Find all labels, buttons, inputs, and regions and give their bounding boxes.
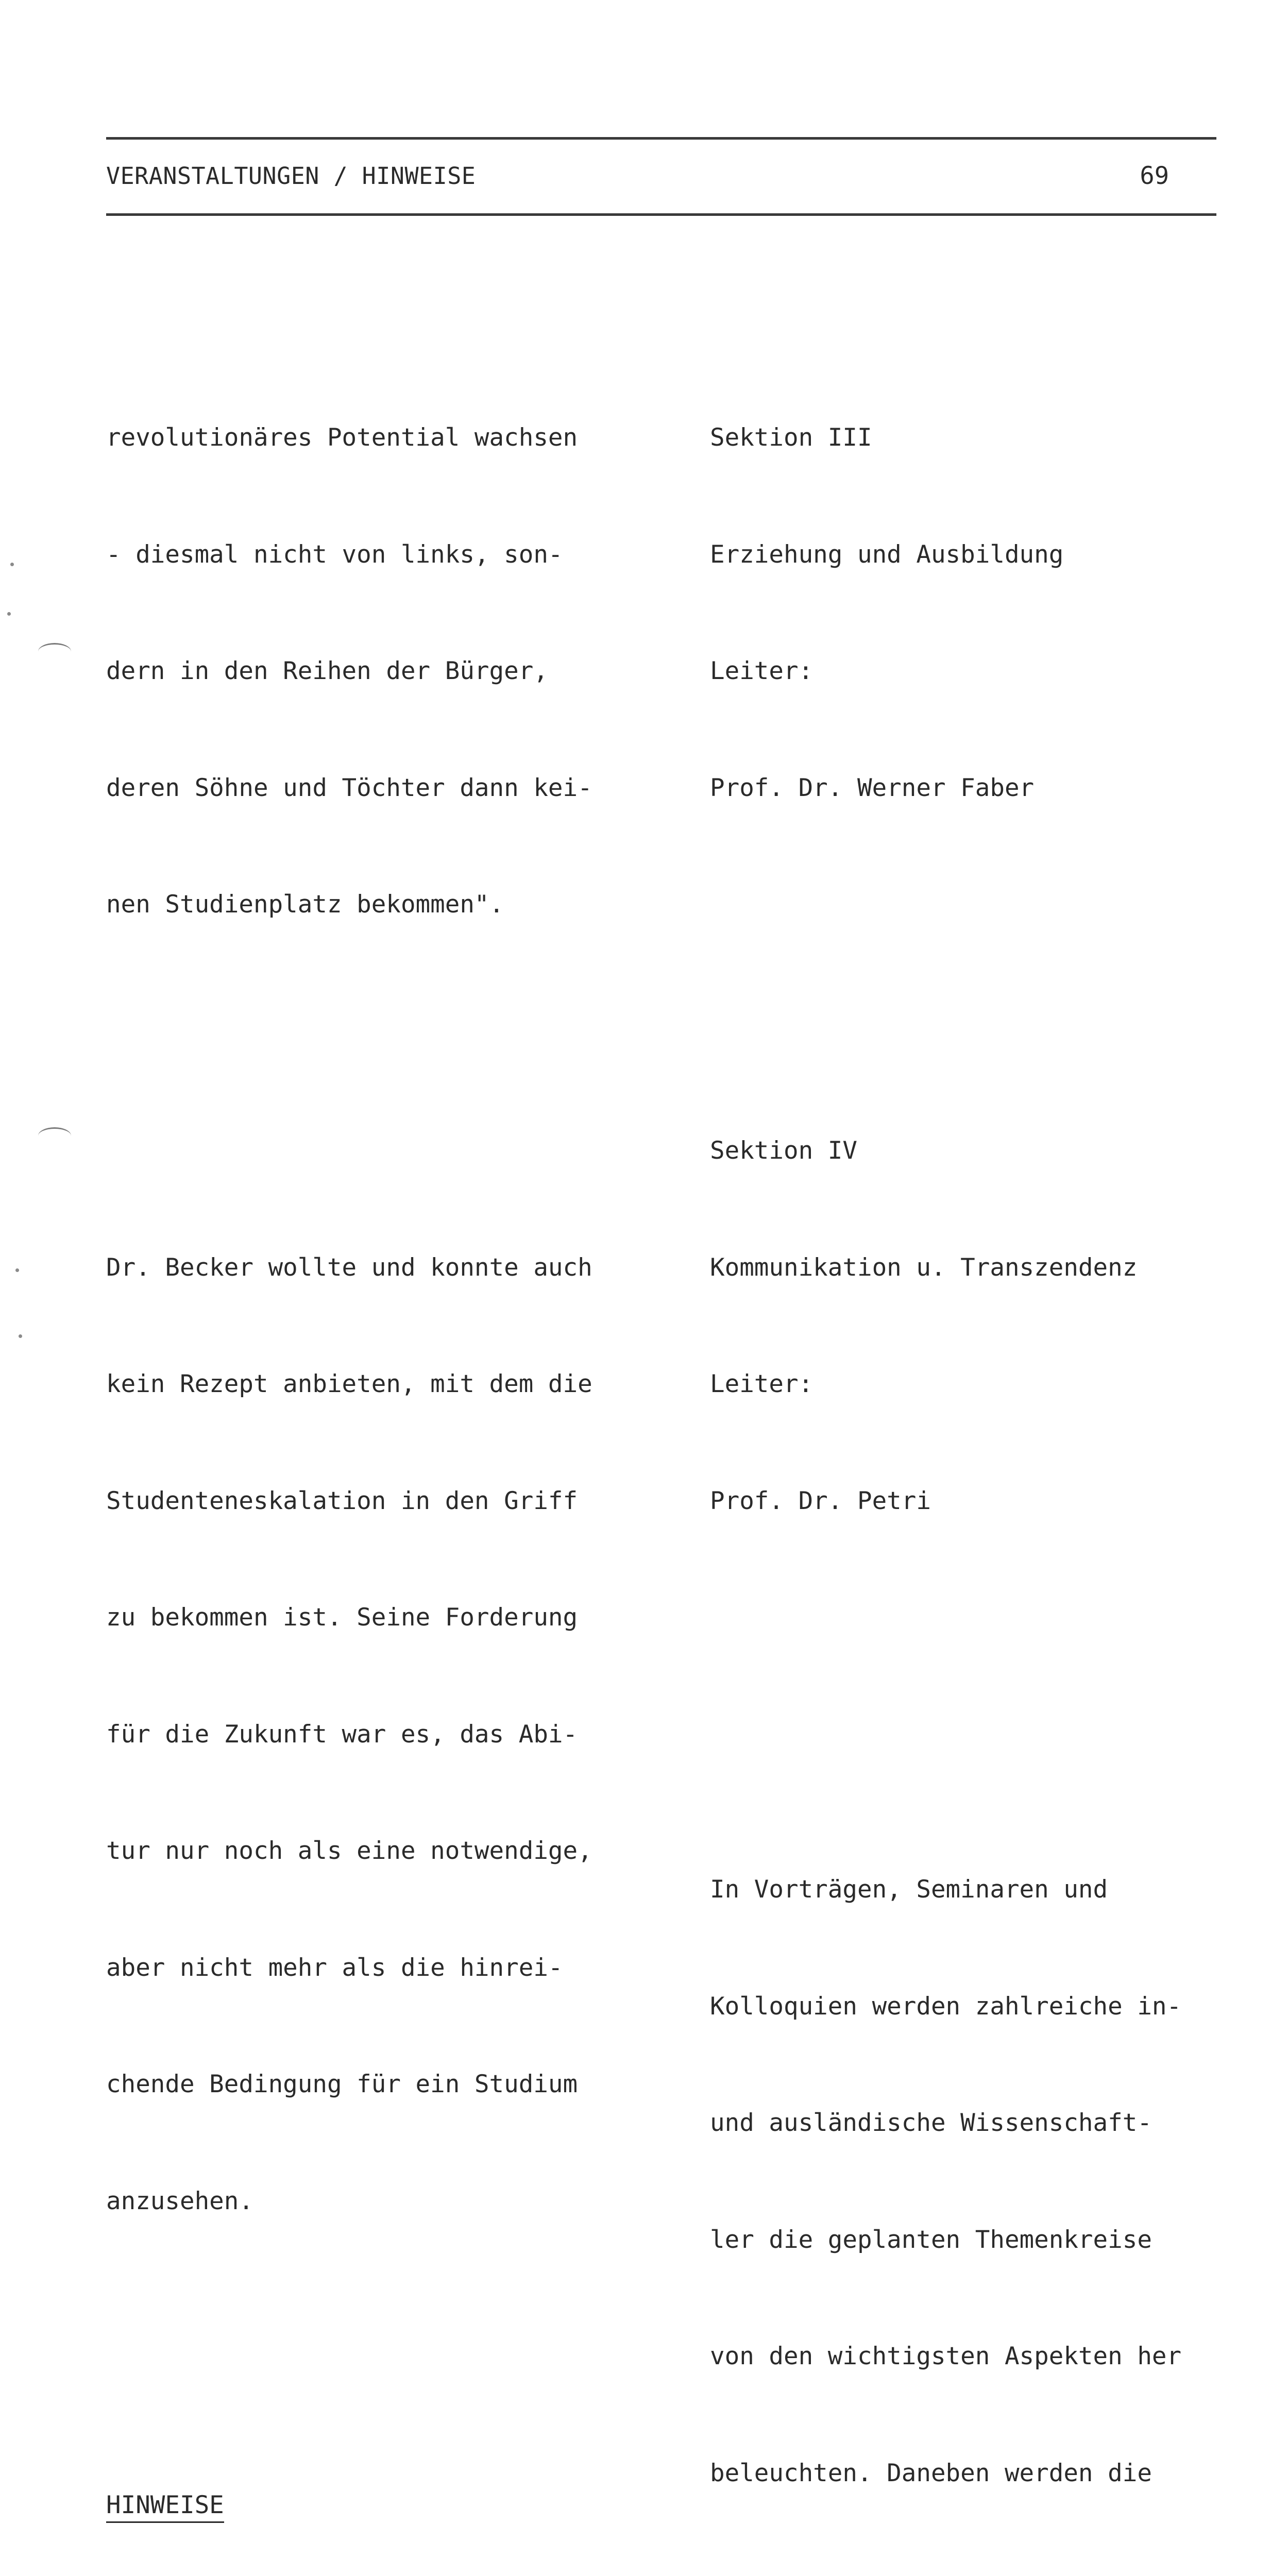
- running-title: VERANSTALTUNGEN / HINWEISE: [106, 162, 476, 190]
- text-line: Dr. Becker wollte und konnte auch: [106, 1253, 592, 1282]
- text-line: und ausländische Wissenschaft-: [710, 2109, 1152, 2137]
- text-line: beleuchten. Daneben werden die: [710, 2459, 1152, 2487]
- text-line: tur nur noch als eine notwendige,: [106, 1837, 592, 1865]
- scan-speck: [10, 563, 14, 566]
- scan-speck: [19, 1334, 22, 1338]
- text-line: Prof. Dr. Werner Faber: [710, 773, 1035, 802]
- sektion-3-block: [710, 341, 1225, 885]
- section-heading-hinweise: HINWEISE: [106, 2489, 224, 2523]
- text-line: deren Söhne und Töchter dann kei-: [106, 773, 592, 802]
- punch-hole-mark-lower: [38, 1127, 71, 1144]
- scan-speck: [7, 612, 11, 616]
- text-line: Erziehung und Ausbildung: [710, 540, 1064, 569]
- text-line: Kommunikation u. Transzendenz: [710, 1253, 1138, 1282]
- page-number: 69: [1140, 162, 1169, 190]
- text-line: Prof. Dr. Petri: [710, 1486, 931, 1515]
- text-line: Sektion IV: [710, 1137, 857, 1165]
- punch-hole-mark-upper: [38, 643, 71, 660]
- text-line: chende Bedingung für ein Studium: [106, 2070, 578, 2098]
- sektion-4-block: [710, 1054, 1225, 1598]
- text-line: dern in den Reihen der Bürger,: [106, 657, 548, 685]
- text-line: revolutionäres Potential wachsen: [106, 423, 578, 452]
- paragraph-revolutionaeres: [106, 341, 652, 1002]
- text-line: aber nicht mehr als die hinrei-: [106, 1953, 563, 1982]
- text-line: In Vorträgen, Seminaren und: [710, 1875, 1108, 1904]
- text-line: Sektion III: [710, 423, 872, 452]
- text-line: für die Zukunft war es, das Abi-: [106, 1720, 578, 1749]
- text-line: Leiter:: [710, 1370, 814, 1398]
- text-line: ler die geplanten Themenkreise: [710, 2225, 1152, 2254]
- right-column: [710, 263, 1225, 2576]
- text-line: von den wichtigsten Aspekten her: [710, 2342, 1182, 2370]
- text-line: Leiter:: [710, 657, 814, 685]
- paragraph-vortraege: [710, 1792, 1225, 2576]
- text-line: - diesmal nicht von links, son-: [106, 540, 563, 569]
- header-rule-bottom: [106, 213, 1216, 216]
- text-line: Studenteneskalation in den Griff: [106, 1486, 578, 1515]
- text-line: kein Rezept anbieten, mit dem die: [106, 1370, 592, 1398]
- text-line: [710, 2570, 1225, 2576]
- header-rule-top: [106, 137, 1216, 140]
- scan-speck: [15, 1268, 19, 1272]
- text-line: nen Studienplatz bekommen".: [106, 890, 504, 919]
- text-line: anzusehen.: [106, 2187, 253, 2215]
- text-line: zu bekommen ist. Seine Forderung: [106, 1603, 578, 1632]
- left-column: [106, 263, 652, 2576]
- paragraph-dr-becker: [106, 1171, 652, 2299]
- page-header: [106, 161, 1216, 192]
- text-line: Kolloquien werden zahlreiche in-: [710, 1992, 1182, 2021]
